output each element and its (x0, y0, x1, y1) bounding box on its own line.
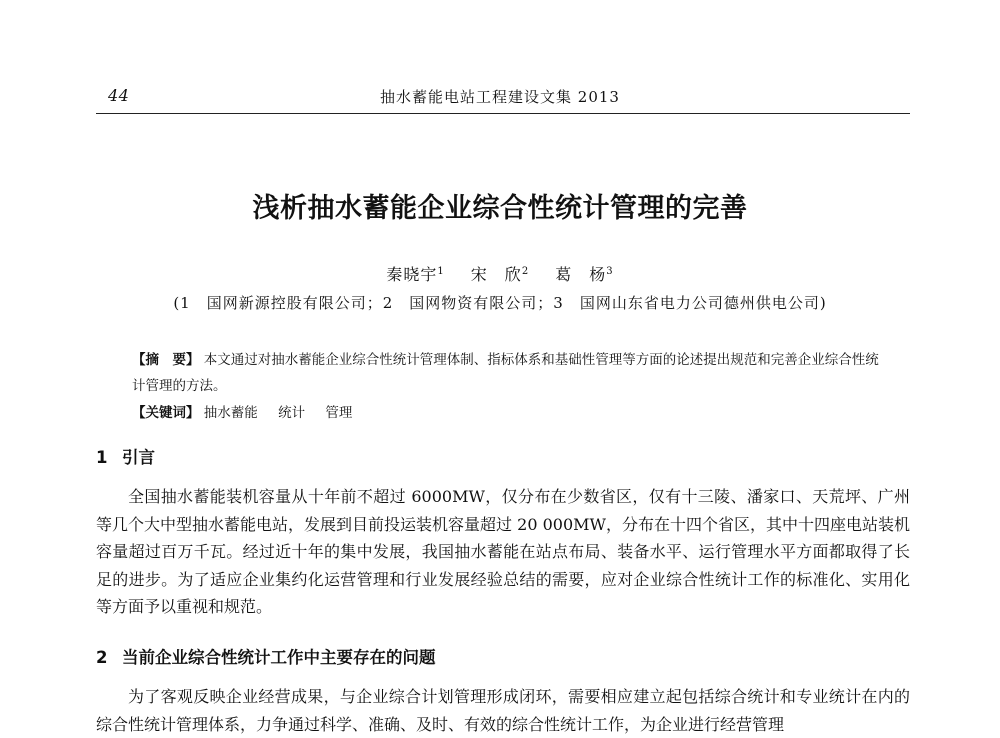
body-paragraph: 全国抽水蓄能装机容量从十年前不超过 6000MW，仅分布在少数省区，仅有十三陵、潘家口、天荒坪、广州等几个大中型抽水蓄能电站，发展到目前投运装机容量超过 20 000MW，分布在十四个省区，其中十四座电站装机容量超过百万千瓦。经过近十年的集中发展，我国抽水蓄能在站点布局、装备水平、运行管理水平方面都取得了长足的进步。为了适应企业集约化运营管理和行业发展经验总结的需要，应对企业综合性统计工作的标准化、实用化等方面予以重视和规范。 (96, 487, 910, 616)
article-title: 浅析抽水蓄能企业综合性统计管理的完善 (252, 193, 748, 224)
author-list (0, 262, 1000, 285)
author (555, 265, 613, 284)
keywords (132, 401, 368, 421)
section-heading (96, 644, 436, 668)
affiliation-mark: 1 (437, 266, 445, 277)
abstract-label: 【摘 要】 (132, 352, 200, 368)
keyword: 管理 (325, 405, 353, 421)
author-name: 宋 欣 (470, 265, 522, 284)
author (471, 265, 529, 284)
section-title: 当前企业综合性统计工作中主要存在的问题 (122, 648, 436, 667)
keywords-label: 【关键词】 (132, 405, 200, 421)
affiliation-mark: 2 (521, 266, 530, 277)
keyword: 统计 (278, 405, 306, 421)
section-number: 2 (96, 648, 108, 667)
keyword: 抽水蓄能 (203, 405, 258, 421)
author-name: 葛 杨 (555, 265, 607, 284)
abstract (132, 347, 892, 399)
body-paragraph: 为了客观反映企业经营成果，与企业综合计划管理形成闭环，需要相应建立起包括综合统计和专业统计在内的综合性统计管理体系，力争通过科学、准确、及时、有效的综合性统计工作，为企业进行经营管理 (96, 687, 910, 734)
author (386, 265, 444, 284)
section-number: 1 (96, 448, 108, 467)
affiliations: (1 国网新源控股有限公司；2 国网物资有限公司；3 国网山东省电力公司德州供电公司) (173, 294, 827, 312)
section-title: 引言 (122, 448, 155, 467)
abstract-text: 本文通过对抽水蓄能企业综合性统计管理体制、指标体系和基础性管理等方面的论述提出规范和完善企业综合性统计管理的方法。 (132, 352, 879, 394)
affiliation-mark: 3 (606, 266, 614, 277)
header-rule (96, 113, 910, 114)
section-heading (96, 444, 155, 468)
page-number: 44 (108, 86, 130, 105)
running-header: 抽水蓄能电站工程建设文集 2013 (380, 88, 620, 106)
author-name: 秦晓宇 (386, 265, 438, 284)
